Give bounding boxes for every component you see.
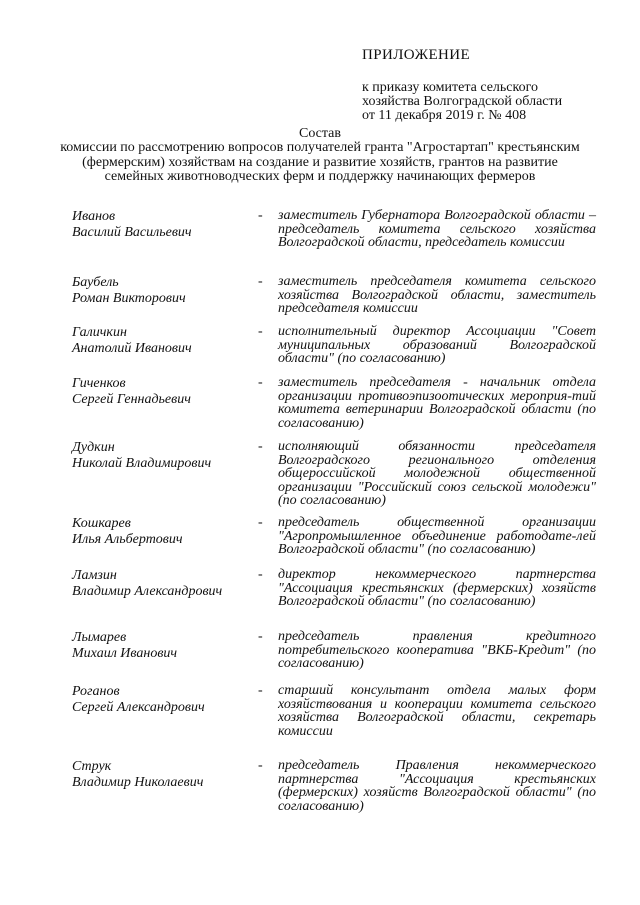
appendix-line: хозяйства Волгоградской области (362, 94, 563, 109)
document-subtitle: комиссии по рассмотрению вопросов получателей гранта "Агростартап" крестьянским (фермерским) хозяйствам на создание и развитие хозяйств, грантов на развитие семейных животноводческих ферм и поддержку начинающих фермеров (60, 140, 580, 184)
appendix-line: от 11 декабря 2019 г. № 408 (362, 108, 527, 123)
member-name (72, 275, 252, 307)
member-surname: Роганов (72, 684, 120, 699)
document-title: Состав (298, 126, 341, 141)
member-surname: Галичкин (72, 325, 127, 340)
member-dash: - (258, 375, 263, 390)
member-role: председатель Правления некоммерческого партнерства "Ассоциация крестьянских (фермерских) хозяйств Волгоградской области" (по согласованию) (278, 758, 596, 814)
member-given-names: Сергей Александрович (72, 700, 205, 715)
member-dash: - (258, 683, 263, 698)
member-name (72, 325, 252, 357)
member-dash: - (258, 208, 263, 223)
member-name (72, 209, 252, 241)
appendix-line: к приказу комитета сельского (362, 80, 539, 95)
member-name (72, 759, 252, 791)
member-name (72, 630, 252, 662)
member-surname: Кошкарев (72, 516, 131, 531)
member-surname: Лымарев (72, 630, 127, 645)
member-given-names: Анатолий Иванович (72, 341, 192, 356)
member-given-names: Роман Викторович (72, 291, 186, 306)
member-surname: Иванов (72, 209, 116, 224)
member-surname: Ламзин (72, 568, 117, 583)
member-role: председатель правления кредитного потребительского кооператива "ВКБ-Кредит" (по согласованию) (278, 629, 596, 672)
member-dash: - (258, 274, 263, 289)
member-name (72, 684, 252, 716)
member-surname: Дудкин (72, 440, 115, 455)
member-name (72, 440, 252, 472)
member-given-names: Николай Владимирович (72, 456, 212, 471)
member-dash: - (258, 515, 263, 530)
member-role: заместитель председателя комитета сельского хозяйства Волгоградской области, заместитель председателя комиссии (278, 274, 596, 317)
member-dash: - (258, 324, 263, 339)
member-role: председатель общественной организации "Агропромышленное объединение работодате-лей Волгоградской области" (по согласованию) (278, 515, 596, 558)
member-given-names: Михаил Иванович (72, 646, 178, 661)
appendix-block (362, 46, 622, 123)
member-role: исполнительный директор Ассоциации "Совет муниципальных образований Волгоградской области" (по согласованию) (278, 324, 596, 367)
member-name (72, 568, 252, 600)
member-surname: Струк (72, 759, 112, 774)
member-role: заместитель председателя - начальник отдела организации противоэпизоотических мероприя-тий комитета ветеринарии Волгоградской области (по согласованию) (278, 375, 596, 431)
member-given-names: Сергей Геннадьевич (72, 392, 191, 407)
member-role: исполняющий обязанности председателя Волгоградского регионального отделения общероссийской молодежной общественной организации "Российский союз сельской молодежи" (по согласованию) (278, 439, 596, 509)
member-dash: - (258, 567, 263, 582)
member-role: старший консультант отдела малых форм хозяйствования и кооперации комитета сельского хозяйства Волгоградской области, секретарь комиссии (278, 683, 596, 739)
member-dash: - (258, 439, 263, 454)
appendix-title: ПРИЛОЖЕНИЕ (362, 47, 471, 63)
member-role: директор некоммерческого партнерства "Ассоциация крестьянских (фермерских) хозяйств Волгоградской области" (по согласованию) (278, 567, 596, 610)
member-given-names: Василий Васильевич (72, 225, 192, 240)
member-surname: Гиченков (72, 376, 126, 391)
member-surname: Баубель (72, 275, 119, 290)
member-given-names: Владимир Николаевич (72, 775, 204, 790)
member-given-names: Илья Альбертович (72, 532, 183, 547)
member-dash: - (258, 629, 263, 644)
member-name (72, 516, 252, 548)
member-name (72, 376, 252, 408)
member-given-names: Владимир Александрович (72, 584, 223, 599)
member-dash: - (258, 758, 263, 773)
member-role: заместитель Губернатора Волгоградской области – председатель комитета сельского хозяйства Волгоградской области, председатель комиссии (278, 208, 596, 251)
